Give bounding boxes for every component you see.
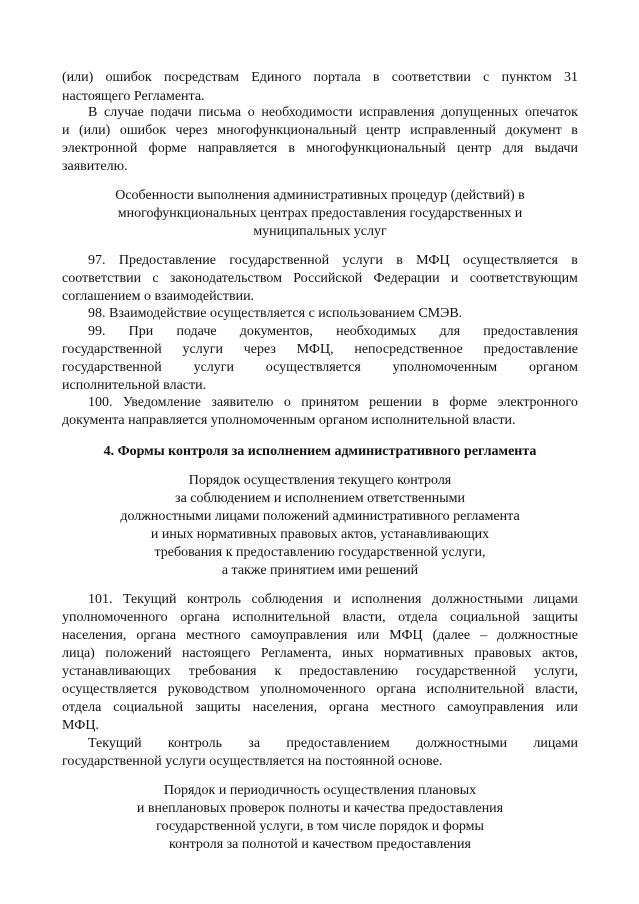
- word: защиты: [532, 610, 578, 625]
- word: лицами: [533, 736, 578, 751]
- text-line: [88, 252, 578, 270]
- word: в: [571, 253, 578, 268]
- word: уполномоченным: [392, 360, 498, 375]
- word: настоящего: [181, 646, 251, 661]
- word: подаче: [176, 324, 217, 339]
- word: соответствии: [391, 70, 471, 85]
- word: центр: [366, 123, 401, 138]
- word: Текущий: [88, 736, 142, 751]
- section-heading: должностными лицами положений административного регламента: [120, 509, 520, 524]
- word: исполнения: [351, 592, 422, 607]
- word: населения,: [62, 628, 127, 643]
- word: услуги: [182, 342, 223, 357]
- text-line: 98. Взаимодействие осуществляется с использованием СМЭВ.: [88, 306, 463, 321]
- word: органа: [180, 610, 220, 625]
- word: форме: [449, 395, 488, 410]
- word: предоставлению: [299, 664, 399, 679]
- word: в: [571, 123, 578, 138]
- word: о: [247, 105, 255, 120]
- text-line: [62, 609, 578, 627]
- word: власти,: [535, 682, 578, 697]
- word: контроль: [186, 592, 242, 607]
- text-line: [62, 699, 578, 717]
- word: государственной: [229, 253, 330, 268]
- word: Российской: [293, 271, 363, 286]
- word: Уведомление: [122, 395, 201, 410]
- section-heading: государственной услуги, в том числе порядок и формы: [156, 819, 484, 834]
- word: ошибок: [105, 70, 152, 85]
- word: предоставлением: [286, 736, 390, 751]
- word: и: [450, 271, 459, 286]
- word: МФЦ,: [296, 342, 334, 357]
- word: государственной: [62, 342, 162, 357]
- word: 97.: [88, 253, 106, 268]
- word: осуществляется: [462, 253, 558, 268]
- word: подачи: [150, 105, 192, 120]
- word: лица): [62, 646, 95, 661]
- text-line: [88, 735, 578, 753]
- word: к: [274, 664, 282, 679]
- word: иных: [341, 646, 374, 661]
- word: с: [483, 70, 490, 85]
- word: допущенных: [441, 105, 519, 120]
- text-line: документа направляется уполномоченным органом исполнительной власти.: [62, 413, 516, 428]
- word: органа: [376, 682, 416, 697]
- word: многофункциональный: [217, 123, 357, 138]
- word: услуги,: [534, 664, 578, 679]
- word: местного: [186, 628, 241, 643]
- word: Единого: [251, 70, 302, 85]
- word: непосредственное: [354, 342, 463, 357]
- word: законодательством: [169, 271, 282, 286]
- word: государственной: [62, 360, 162, 375]
- word: лицами: [533, 592, 578, 607]
- word: центр: [456, 141, 492, 156]
- word: документ: [505, 123, 562, 138]
- text-line: МФЦ.: [62, 718, 99, 733]
- word: должностными: [416, 736, 508, 751]
- word: (или): [79, 123, 111, 138]
- word: посредствам: [163, 70, 240, 85]
- word: исправленный: [410, 123, 497, 138]
- word: МФЦ: [389, 628, 423, 643]
- word: необходимости: [261, 105, 353, 120]
- section-heading: многофункциональных центрах предоставления государственных и: [117, 206, 523, 221]
- word: услуги: [342, 253, 383, 268]
- word: с: [152, 271, 159, 286]
- word: уполномоченного: [62, 610, 168, 625]
- word: самоуправления: [447, 700, 544, 715]
- section-heading: и иных нормативных правовых актов, устанавливающих: [150, 527, 490, 542]
- text-line: государственной услуги осуществляется на постоянной основе.: [62, 754, 443, 769]
- word: документов,: [239, 324, 313, 339]
- word: должностные: [497, 628, 578, 643]
- word: контроль: [167, 736, 222, 751]
- word: предоставления: [483, 324, 578, 339]
- text-line: соглашением о взаимодействии.: [62, 289, 255, 304]
- word: органа: [329, 700, 369, 715]
- word: отдела: [62, 700, 102, 715]
- word: для: [439, 324, 461, 339]
- word: В: [88, 105, 98, 120]
- word: в: [396, 253, 403, 268]
- section-heading: Порядок и периодичность осуществления плановых: [163, 783, 477, 798]
- word: осуществляется: [62, 682, 158, 697]
- text-line: заявителю.: [62, 159, 128, 174]
- text-line: [88, 323, 578, 341]
- text-line: [88, 591, 578, 609]
- word: (или): [62, 70, 94, 85]
- text-line: [62, 645, 578, 663]
- word: письма: [198, 105, 242, 120]
- word: необходимых: [336, 324, 417, 339]
- word: в: [432, 395, 439, 410]
- word: исполнительной: [426, 682, 525, 697]
- word: Регламента,: [260, 646, 332, 661]
- word: 99.: [88, 324, 106, 339]
- word: соответствующим: [469, 271, 578, 286]
- word: требования: [188, 664, 257, 679]
- text-line: [62, 122, 578, 140]
- section-heading: контроля за полнотой и качеством предоставления: [169, 837, 471, 852]
- word: положений: [105, 646, 172, 661]
- word: решении: [369, 395, 422, 410]
- word: случае: [104, 105, 144, 120]
- word: за: [248, 736, 261, 751]
- word: социальной: [449, 610, 520, 625]
- word: МФЦ: [416, 253, 450, 268]
- text-line: [62, 341, 578, 359]
- word: в: [372, 70, 380, 85]
- text-line: [62, 140, 578, 158]
- word: защиты: [195, 700, 241, 715]
- word: пунктом: [501, 70, 552, 85]
- word: форме: [148, 141, 187, 156]
- text-line: [62, 681, 578, 699]
- word: руководством: [167, 682, 250, 697]
- word: устанавливающих: [62, 664, 171, 679]
- word: правовых: [474, 646, 532, 661]
- word: 100.: [88, 395, 113, 410]
- text-line: [62, 270, 578, 288]
- word: Текущий: [122, 592, 177, 607]
- word: населения,: [252, 700, 318, 715]
- word: исполнительной: [232, 610, 331, 625]
- section-heading: муниципальных услуг: [253, 224, 387, 239]
- word: опечаток: [524, 105, 578, 120]
- word: должностными: [431, 592, 523, 607]
- word: многофункциональный: [306, 141, 446, 156]
- word: 31: [563, 70, 578, 85]
- word: услуги: [193, 360, 234, 375]
- word: органом: [528, 360, 578, 375]
- section-heading: требования к предоставлению государственной услуги,: [154, 545, 486, 560]
- text-line: исполнительной власти.: [62, 378, 207, 393]
- word: ошибок: [119, 123, 167, 138]
- word: исправления: [359, 105, 435, 120]
- word: электронного: [497, 395, 578, 410]
- word: выдачи: [534, 141, 578, 156]
- section-heading: за соблюдением и исполнением ответственными: [175, 491, 465, 506]
- word: государственной: [416, 664, 516, 679]
- word: соблюдения: [251, 592, 323, 607]
- word: направляется: [197, 141, 278, 156]
- section-heading: а также принятием ими решений: [221, 563, 419, 578]
- word: уполномоченного: [260, 682, 366, 697]
- word: актов,: [542, 646, 578, 661]
- word: для: [502, 141, 524, 156]
- word: При: [128, 324, 154, 339]
- word: и: [62, 123, 70, 138]
- text-line: [62, 69, 578, 87]
- word: о: [283, 395, 291, 410]
- word: (далее: [432, 628, 471, 643]
- word: осуществляется: [265, 360, 361, 375]
- word: нормативных: [383, 646, 464, 661]
- word: или: [357, 628, 380, 643]
- text-line: [88, 104, 578, 122]
- word: через: [243, 342, 276, 357]
- section-heading: Порядок осуществления текущего контроля: [188, 473, 452, 488]
- word: –: [480, 628, 488, 643]
- word: власти,: [342, 610, 386, 625]
- word: Предоставление: [118, 253, 216, 268]
- section-heading: Особенности выполнения административных процедур (действий) в: [115, 188, 525, 203]
- word: через: [175, 123, 208, 138]
- text-line: настоящего Регламента.: [62, 89, 205, 104]
- word: электронной: [62, 141, 138, 156]
- word: Федерации: [373, 271, 440, 286]
- word: соответствии: [62, 271, 142, 286]
- word: принятом: [301, 395, 359, 410]
- text-line: [62, 663, 578, 681]
- word: портала: [313, 70, 361, 85]
- section-heading: и внеплановых проверок полноты и качества предоставления: [136, 801, 504, 816]
- text-line: [62, 359, 578, 377]
- text-line: [62, 627, 578, 645]
- word: местного: [380, 700, 436, 715]
- word: социальной: [113, 700, 184, 715]
- chapter-heading: 4. Формы контроля за исполнением административного регламента: [103, 444, 537, 459]
- word: заявителю: [211, 395, 274, 410]
- word: отдела: [398, 610, 438, 625]
- word: органа: [136, 628, 177, 643]
- text-line: [88, 394, 578, 412]
- word: в: [288, 141, 296, 156]
- word: самоуправления: [250, 628, 348, 643]
- word: или: [555, 700, 578, 715]
- word: и: [333, 592, 341, 607]
- word: 101.: [88, 592, 113, 607]
- word: предоставление: [483, 342, 578, 357]
